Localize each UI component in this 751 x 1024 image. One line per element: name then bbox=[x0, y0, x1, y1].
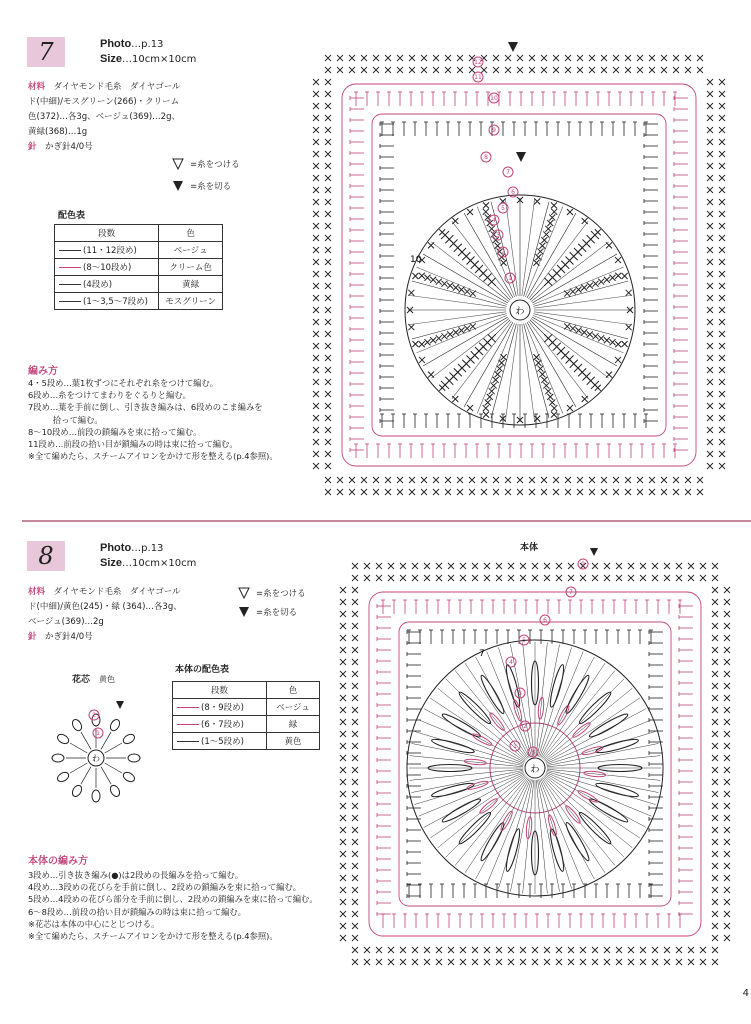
pattern-8-number-box bbox=[27, 541, 65, 571]
table-row: (8〜10段め) クリーム色 bbox=[55, 259, 223, 276]
row-label: 7 bbox=[479, 649, 485, 659]
round-label: 6 bbox=[543, 617, 547, 624]
needle-value: かぎ針4/0号 bbox=[45, 632, 93, 642]
needle-label: 針 bbox=[28, 632, 37, 642]
photo-value: …p.13 bbox=[131, 39, 164, 50]
size-label: Size bbox=[100, 557, 123, 569]
open-triangle-icon bbox=[172, 158, 184, 170]
flower-center-title: 花芯 黄色 bbox=[72, 675, 116, 685]
pattern-8-header bbox=[100, 541, 196, 571]
section-divider bbox=[22, 520, 751, 522]
legend-cut-text: =糸を切る bbox=[256, 608, 298, 618]
page-number: 4 bbox=[742, 988, 749, 999]
legend-attach-text: =糸をつける bbox=[190, 160, 240, 170]
ring-label: わ bbox=[530, 765, 540, 775]
round-label: 9 bbox=[581, 561, 585, 568]
th-color: 色 bbox=[267, 682, 320, 699]
pattern-7-number-box bbox=[27, 37, 65, 67]
body-color-table-title: 本体の配色表 bbox=[175, 665, 230, 675]
size-value: …10cm×10cm bbox=[122, 558, 197, 569]
flower-center-chart bbox=[28, 695, 163, 805]
round-label: 2 bbox=[523, 723, 527, 730]
body-chart-title: 本体 bbox=[520, 543, 539, 553]
th-color: 色 bbox=[159, 225, 223, 242]
legend-cut-text: =糸を切る bbox=[190, 182, 232, 192]
round-label: 5 bbox=[522, 637, 526, 644]
photo-label: Photo bbox=[100, 542, 132, 554]
round-label: 10 bbox=[490, 95, 498, 102]
materials-line: ベージュ(369)…2g bbox=[28, 617, 104, 627]
materials-line: ダイヤモンド毛糸 ダイヤゴール bbox=[53, 587, 181, 597]
round-label: 1 bbox=[513, 743, 517, 750]
round-label: 3 bbox=[496, 232, 500, 239]
round-label: 12 bbox=[474, 59, 482, 66]
round-label: 7 bbox=[569, 589, 573, 596]
legend-attach bbox=[238, 587, 306, 599]
row-label: 10 bbox=[410, 255, 422, 265]
round-label: 11 bbox=[474, 74, 482, 81]
round-label: 1 bbox=[508, 275, 512, 282]
crochet-chart-8 bbox=[325, 548, 745, 980]
round-label: 2 bbox=[501, 249, 505, 256]
needle-value: かぎ針4/0号 bbox=[45, 142, 93, 152]
body-method-text: 3段め…引き抜き編み(●)は2段めの長編みを拾って編む。 4段め…3段めの花びらを手前に倒し、2段めの鎖編みを束に拾って編む。 5段め…4段めの花びら部分を手前に倒し、2段めの鎖編みを束に拾って編む。 6〜8段め…前段の拾い目が鎖編みの時は束に拾って編む。 ※花芯は本体の中心にとじつける。 ※全て編めたら、スチームアイロンをかけて形を整える(p.4参照)。 bbox=[28, 870, 318, 942]
table-row: (1〜5段め) 黄色 bbox=[173, 733, 320, 750]
ring-label: わ bbox=[92, 754, 100, 763]
pattern-number: 7 bbox=[38, 38, 54, 66]
round-label: 8 bbox=[531, 749, 535, 756]
table-row: (1〜3,5〜7段め) モスグリーン bbox=[55, 293, 223, 310]
table-row: (11・12段め) ベージュ bbox=[55, 242, 223, 259]
open-triangle-icon bbox=[238, 587, 250, 599]
pattern-8-materials bbox=[28, 585, 182, 645]
table-row: (8・9段め) ベージュ bbox=[173, 699, 320, 716]
materials-line: 黄緑(368)…1g bbox=[28, 127, 88, 137]
materials-line: ダイヤモンド毛糸 ダイヤゴール bbox=[53, 82, 181, 92]
round-label: 6 bbox=[511, 189, 515, 196]
table-row: (6・7段め) 緑 bbox=[173, 716, 320, 733]
color-table-title: 配色表 bbox=[58, 211, 86, 221]
body-color-table bbox=[172, 681, 320, 750]
size-value: …10cm×10cm bbox=[122, 54, 197, 65]
round-label: 9 bbox=[492, 127, 496, 134]
method-text: 4・5段め…葉1枚ずつにそれぞれ糸をつけて編む。 6段め…糸をつけてまわりをぐるりと編む。 7段め…葉を手前に倒し、引き抜き編みは、6段めのこま編みを 拾って編む。 8〜10段め…前段の鎖編みを束に拾って編む。 11段め…前段の拾い目が鎖編みの時は束に拾って編む。 ※全て編めたら、スチームアイロンをかけて形を整える(p.4参照)。 bbox=[28, 378, 278, 462]
filled-triangle-icon bbox=[116, 701, 124, 709]
legend-attach-text: =糸をつける bbox=[256, 589, 306, 599]
round-label: 4 bbox=[492, 217, 496, 224]
photo-value: …p.13 bbox=[131, 543, 164, 554]
photo-label: Photo bbox=[100, 38, 132, 50]
materials-line: 色(372)…各3g、ベージュ(369)…2g、 bbox=[28, 112, 180, 122]
filled-triangle-icon bbox=[172, 180, 184, 192]
crochet-chart-7 bbox=[298, 40, 740, 510]
th-rows: 段数 bbox=[173, 682, 267, 699]
method-title: 編み方 bbox=[28, 366, 58, 377]
ring-label: わ bbox=[515, 307, 525, 317]
round-label: 2 bbox=[92, 712, 96, 719]
filled-triangle-icon bbox=[508, 42, 518, 52]
materials-label: 材料 bbox=[28, 82, 46, 92]
round-label: 1 bbox=[96, 730, 100, 737]
pattern-number: 8 bbox=[38, 542, 54, 570]
body-method-title: 本体の編み方 bbox=[28, 856, 88, 867]
round-label: 3 bbox=[518, 690, 522, 697]
table-row: (4段め) 黄緑 bbox=[55, 276, 223, 293]
materials-label: 材料 bbox=[28, 587, 46, 597]
legend-cut bbox=[238, 606, 297, 618]
legend-cut bbox=[172, 180, 231, 192]
color-table bbox=[54, 224, 223, 310]
size-label: Size bbox=[100, 53, 123, 65]
round-label: 5 bbox=[501, 205, 505, 212]
pattern-7-header bbox=[100, 37, 196, 67]
filled-triangle-icon bbox=[590, 548, 598, 556]
round-label: 7 bbox=[506, 169, 510, 176]
materials-line: ド(中細)/モスグリーン(266)・クリーム bbox=[28, 97, 180, 107]
filled-triangle-icon bbox=[516, 152, 526, 162]
th-rows: 段数 bbox=[55, 225, 159, 242]
materials-line: ド(中細)/黄色(245)・緑 (364)…各3g、 bbox=[28, 602, 182, 612]
pattern-7-materials bbox=[28, 80, 181, 155]
filled-triangle-icon bbox=[238, 606, 250, 618]
round-label: 8 bbox=[484, 154, 488, 161]
legend-attach bbox=[172, 158, 240, 170]
round-label: 4 bbox=[509, 659, 513, 666]
needle-label: 針 bbox=[28, 142, 37, 152]
